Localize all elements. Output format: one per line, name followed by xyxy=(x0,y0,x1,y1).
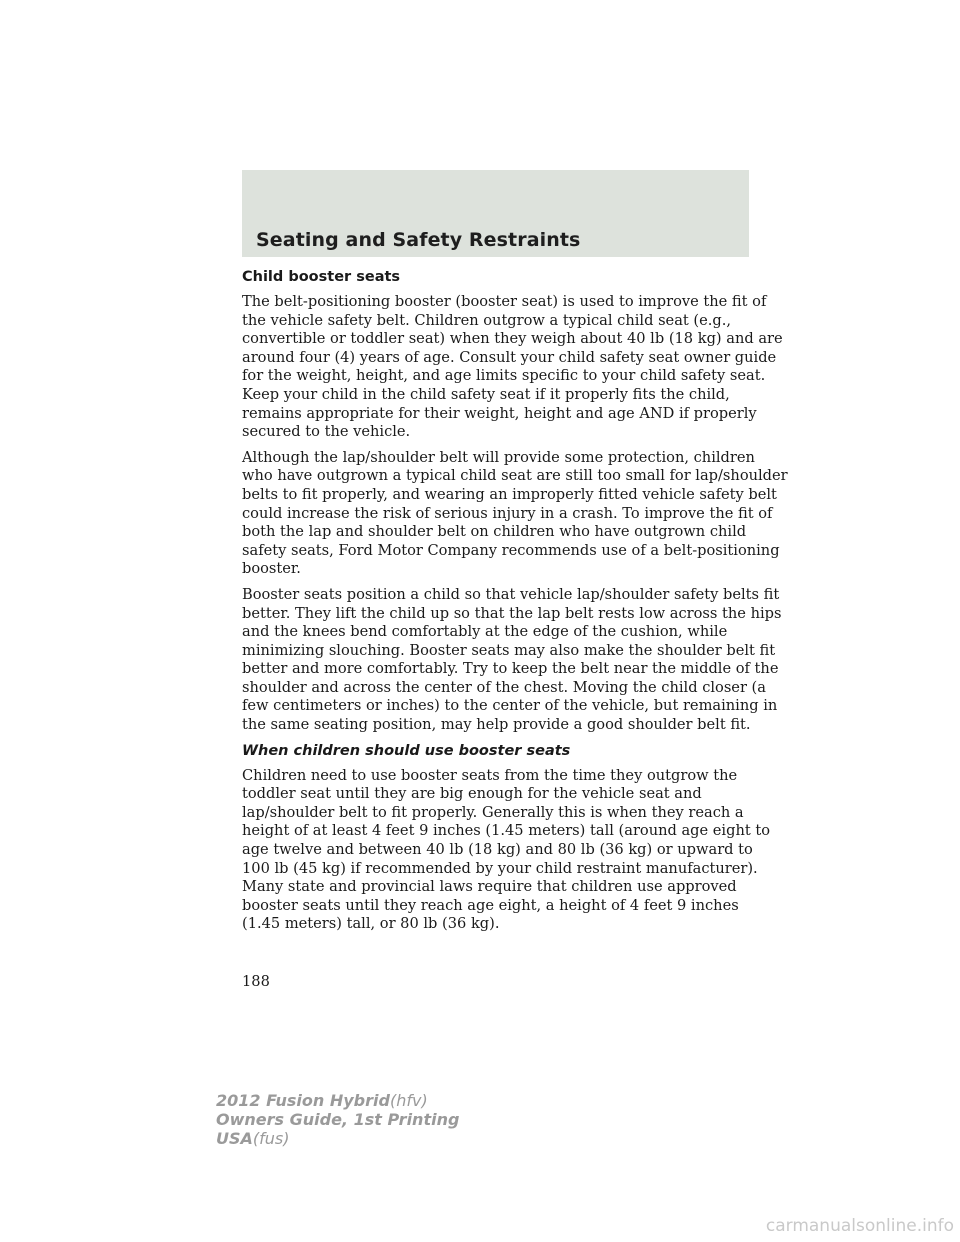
text-line: safety seats, Ford Motor Company recommends use of a belt-positioning xyxy=(242,541,780,559)
text-line: the vehicle safety belt. Children outgrow a typical child seat (e.g., xyxy=(242,311,731,329)
text-line: better. They lift the child up so that the lap belt rests low across the hips xyxy=(242,604,782,622)
footer-market: USA xyxy=(216,1129,253,1148)
text-line: who have outgrown a typical child seat are still too small for lap/shoulder xyxy=(242,467,788,485)
footer-market-code: (fus) xyxy=(252,1129,290,1148)
paragraph-booster-position xyxy=(242,585,782,735)
text-line: could increase the risk of serious injury in a crash. To improve the fit of xyxy=(242,504,773,522)
paragraph-lap-shoulder-belt xyxy=(242,448,788,579)
text-line: convertible or toddler seat) when they weigh about 40 lb (18 kg) and are xyxy=(242,330,783,348)
text-line: shoulder and across the center of the chest. Moving the child closer (a xyxy=(242,678,766,696)
text-line: booster. xyxy=(242,560,301,578)
paragraph-booster-intro xyxy=(242,293,783,442)
paragraph-when-to-use xyxy=(242,766,770,934)
text-line: for the weight, height, and age limits specific to your child safety seat. xyxy=(242,367,766,385)
section-title: Seating and Safety Restraints xyxy=(256,229,581,251)
footer-edition: Owners Guide, 1st Printing xyxy=(216,1110,460,1129)
text-line: lap/shoulder belt to fit properly. Generally this is when they reach a xyxy=(242,803,744,821)
text-line: belts to fit properly, and wearing an improperly fitted vehicle safety belt xyxy=(242,485,777,503)
text-line: Booster seats position a child so that vehicle lap/shoulder safety belts fit xyxy=(242,585,780,603)
text-line: 100 lb (45 kg) if recommended by your child restraint manufacturer). xyxy=(242,859,758,877)
page-number: 188 xyxy=(242,973,270,990)
page-content xyxy=(242,268,788,941)
footer-model: 2012 Fusion Hybrid xyxy=(216,1091,390,1110)
watermark-text: carmanualsonline.info xyxy=(765,1216,954,1236)
text-line: booster seats until they reach age eight, a height of 4 feet 9 inches xyxy=(242,896,739,914)
text-line: (1.45 meters) tall, or 80 lb (36 kg). xyxy=(242,915,500,933)
text-line: few centimeters or inches) to the center of the vehicle, but remaining in xyxy=(242,697,778,715)
text-line: secured to the vehicle. xyxy=(242,423,411,441)
document-footer xyxy=(216,1091,459,1148)
text-line: and the knees bend comfortably at the edge of the cushion, while xyxy=(242,623,728,641)
footer-model-code: (hfv) xyxy=(389,1091,428,1110)
text-line: Although the lap/shoulder belt will provide some protection, children xyxy=(242,448,755,466)
text-line: Many state and provincial laws require that children use approved xyxy=(242,878,737,896)
text-line: The belt-positioning booster (booster seat) is used to improve the fit of xyxy=(242,293,767,310)
text-line: minimizing slouching. Booster seats may also make the shoulder belt fit xyxy=(242,641,776,659)
text-line: around four (4) years of age. Consult your child safety seat owner guide xyxy=(242,348,777,366)
text-line: age twelve and between 40 lb (18 kg) and 80 lb (36 kg) or upward to xyxy=(242,841,753,859)
text-line: remains appropriate for their weight, height and age AND if properly xyxy=(242,404,757,422)
text-line: toddler seat until they are big enough for the vehicle seat and xyxy=(242,785,702,803)
heading-child-booster-seats: Child booster seats xyxy=(242,269,401,285)
section-header-band xyxy=(242,170,749,257)
heading-when-to-use-booster: When children should use booster seats xyxy=(242,742,571,759)
text-line: the same seating position, may help provide a good shoulder belt fit. xyxy=(242,716,751,734)
text-line: both the lap and shoulder belt on children who have outgrown child xyxy=(242,523,747,541)
text-line: Keep your child in the child safety seat if it properly fits the child, xyxy=(242,385,730,403)
text-line: better and more comfortably. Try to keep the belt near the middle of the xyxy=(242,660,779,678)
text-line: height of at least 4 feet 9 inches (1.45 meters) tall (around age eight to xyxy=(242,822,770,840)
text-line: Children need to use booster seats from the time they outgrow the xyxy=(242,766,738,784)
